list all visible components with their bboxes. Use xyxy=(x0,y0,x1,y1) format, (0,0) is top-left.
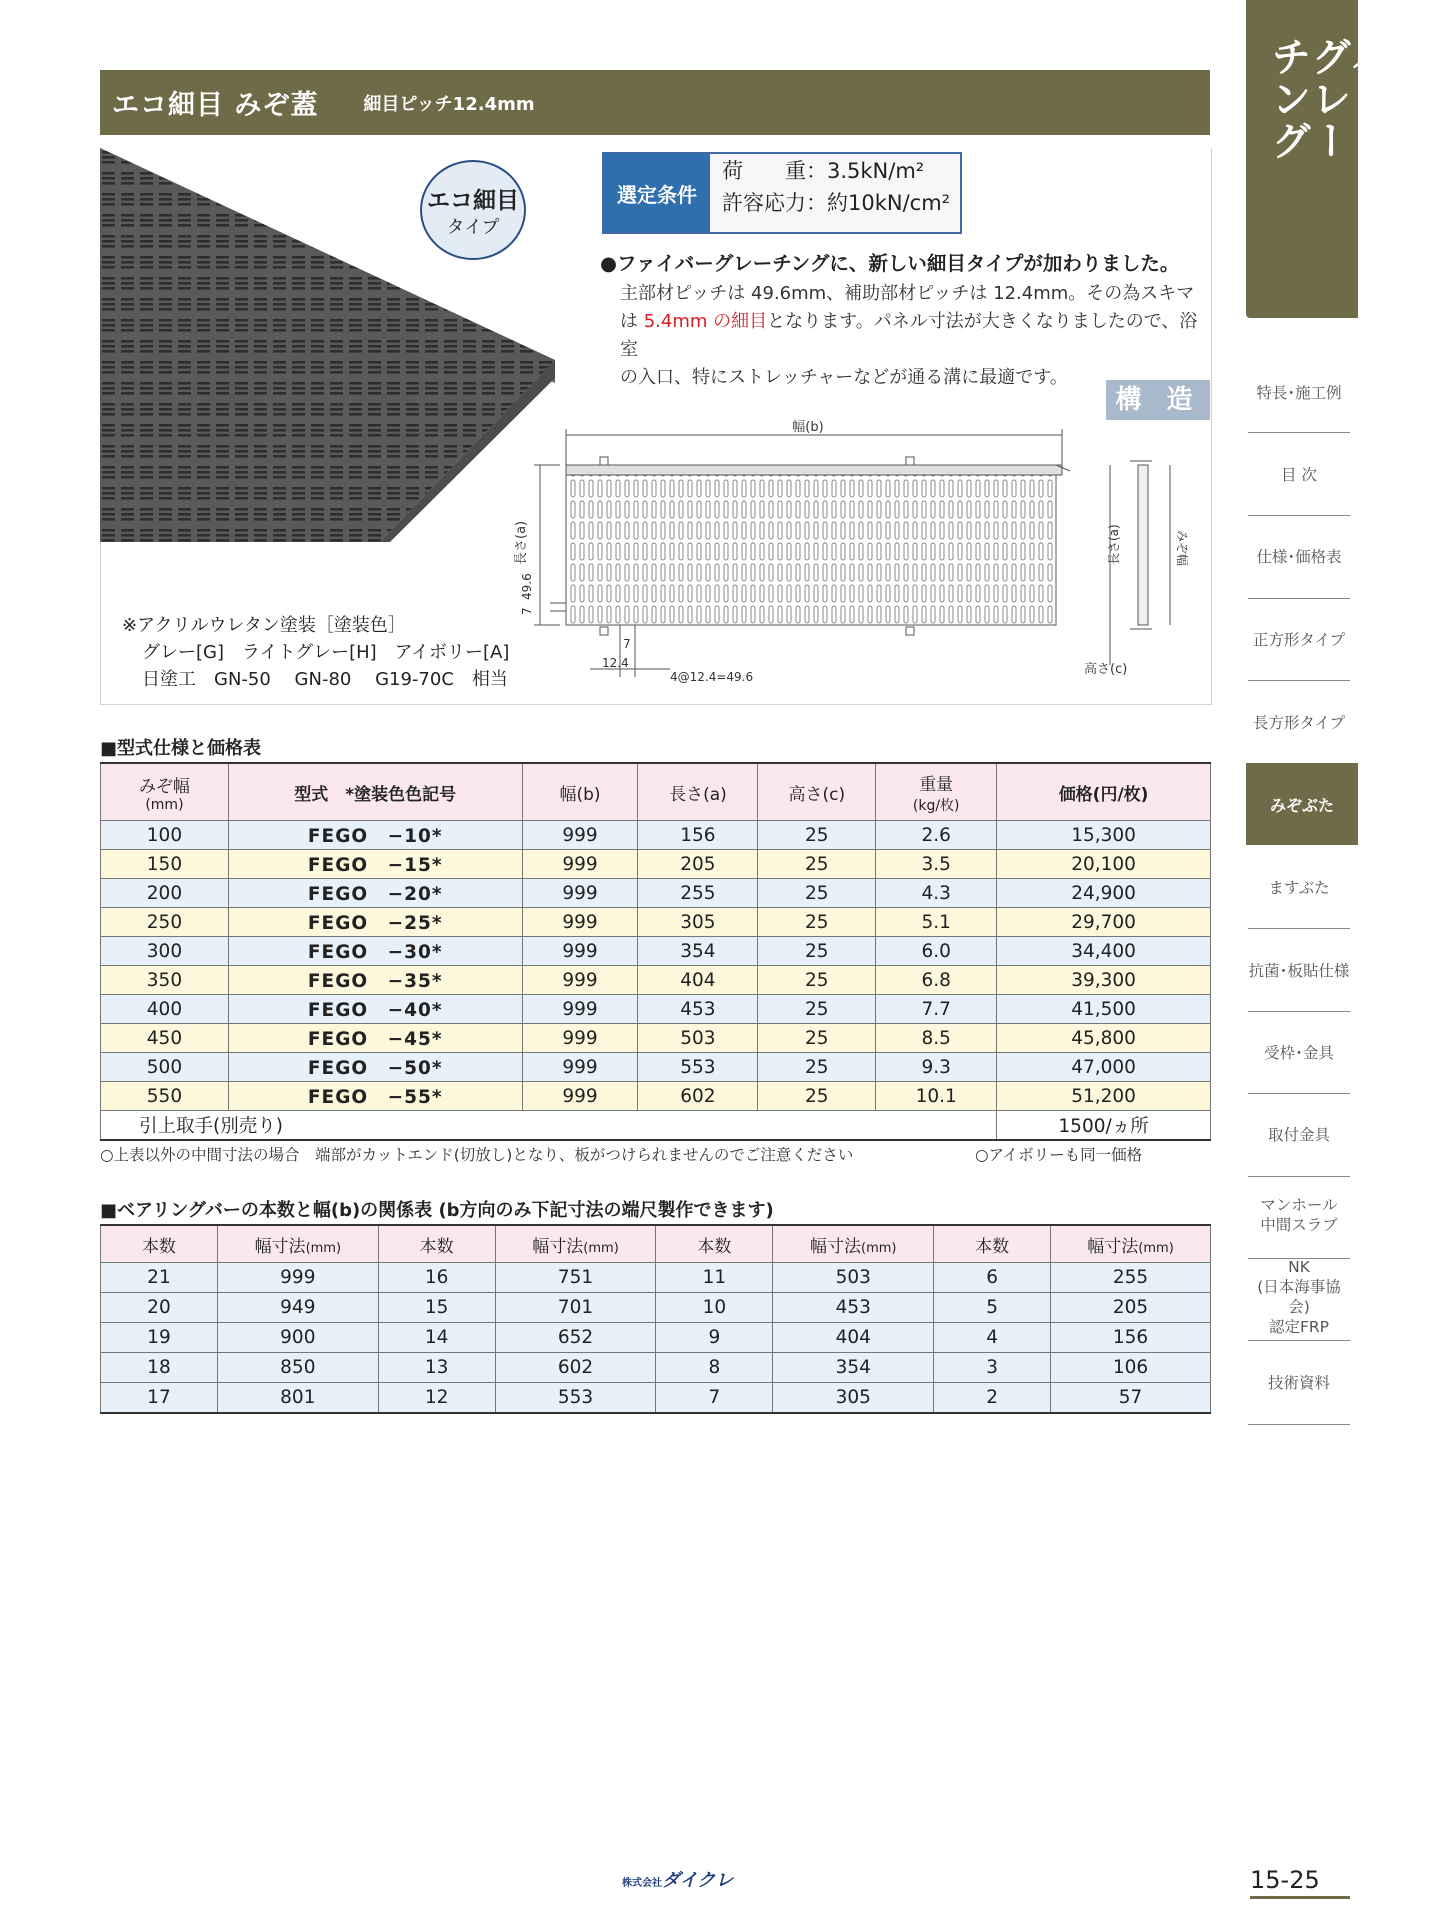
table-cell: 25 xyxy=(758,937,876,966)
col-model: 型式 *塗装色色記号 xyxy=(228,763,522,821)
section-header xyxy=(100,70,1210,135)
nav-item-antibacterial[interactable]: 抗菌･板貼仕様 xyxy=(1248,961,1350,980)
table-cell: 205 xyxy=(1051,1293,1211,1323)
table-cell: 255 xyxy=(1051,1263,1211,1293)
table-cell: 7 xyxy=(656,1383,773,1414)
nav-item-pit-cover[interactable]: ますぶた xyxy=(1268,878,1330,897)
table-cell: 305 xyxy=(638,908,758,937)
table-row xyxy=(101,966,1211,995)
table-cell: 850 xyxy=(217,1353,378,1383)
table-cell: 2.6 xyxy=(876,821,997,850)
col-count: 本数 xyxy=(656,1225,773,1263)
nav-item-fittings[interactable]: 取付金具 xyxy=(1267,1125,1330,1144)
table-cell: 999 xyxy=(522,1024,638,1053)
table-cell: 999 xyxy=(522,1082,638,1111)
conditions-values xyxy=(710,154,960,232)
col-width-size: 幅寸法(mm) xyxy=(1051,1225,1211,1263)
table-cell: 354 xyxy=(638,937,758,966)
col-length: 長さ(a) xyxy=(638,763,758,821)
table-cell: 999 xyxy=(522,995,638,1024)
structure-drawing xyxy=(470,415,1205,695)
table-cell: 801 xyxy=(217,1383,378,1414)
table-cell: 400 xyxy=(101,995,229,1024)
table-cell: 150 xyxy=(101,850,229,879)
table-cell: 999 xyxy=(522,908,638,937)
gap-highlight: 5.4mm の細目 xyxy=(643,310,768,332)
table-cell: 4.3 xyxy=(876,879,997,908)
table-cell: FEGO −15* xyxy=(228,850,522,879)
table-cell: 41,500 xyxy=(997,995,1211,1024)
table-cell: 5.1 xyxy=(876,908,997,937)
table-cell: 300 xyxy=(101,937,229,966)
table-cell: 8 xyxy=(656,1353,773,1383)
table-row xyxy=(101,937,1211,966)
dim-7-horizontal: 7 xyxy=(623,637,631,651)
table-cell: 106 xyxy=(1051,1353,1211,1383)
description-text: 主部材ピッチは 49.6mm、補助部材ピッチは 12.4mm。その為スキマ は 5.4mm の細目となります。パネル寸法が大きくなりましたので、浴室 の入口、特にストレッチャーなどが通る溝に最適です。 xyxy=(620,283,1198,388)
page-subtitle: 細目ピッチ12.4mm xyxy=(363,93,535,115)
table-cell: FEGO −50* xyxy=(228,1053,522,1082)
handle-price: 1500/ヵ所 xyxy=(997,1111,1211,1141)
table-cell: 14 xyxy=(378,1323,495,1353)
table-cell: 18 xyxy=(101,1353,218,1383)
pitch-label: 4@12.4=49.6 xyxy=(670,670,754,684)
nav-divider xyxy=(1248,1424,1350,1425)
nav-item-nk[interactable]: NK (日本海事協会) 認定FRP xyxy=(1257,1257,1341,1337)
table-cell: 25 xyxy=(758,821,876,850)
nav-item-rectangle[interactable]: 長方形タイプ xyxy=(1252,713,1346,732)
table-cell: 34,400 xyxy=(997,937,1211,966)
dim-49-6: 49.6 xyxy=(520,573,534,600)
table-row xyxy=(101,1082,1211,1111)
table-cell: 949 xyxy=(217,1293,378,1323)
page-number: 15-25 xyxy=(1250,1866,1320,1894)
table-cell: 453 xyxy=(773,1293,934,1323)
table-cell: 602 xyxy=(638,1082,758,1111)
col-price: 価格(円/枚) xyxy=(997,763,1211,821)
table-cell: 999 xyxy=(522,821,638,850)
table-cell: 25 xyxy=(758,879,876,908)
table-row xyxy=(101,1353,1211,1383)
table-cell: 553 xyxy=(495,1383,656,1414)
badge-subtitle: タイプ xyxy=(446,217,500,238)
table-cell: 20,100 xyxy=(997,850,1211,879)
table-cell: 4 xyxy=(934,1323,1051,1353)
table-cell: 453 xyxy=(638,995,758,1024)
table-cell: 25 xyxy=(758,1024,876,1053)
description-heading: ●ファイバーグレーチングに、新しい細目タイプが加わりました。 xyxy=(600,252,1180,275)
table-cell: 21 xyxy=(101,1263,218,1293)
table-cell: 6.8 xyxy=(876,966,997,995)
table-cell: 350 xyxy=(101,966,229,995)
nav-divider xyxy=(1248,928,1350,929)
table-cell: 999 xyxy=(522,966,638,995)
nav-item-technical[interactable]: 技術資料 xyxy=(1267,1373,1330,1392)
table-cell: 999 xyxy=(522,879,638,908)
table-cell: 19 xyxy=(101,1323,218,1353)
nav-divider xyxy=(1248,598,1350,599)
table-row xyxy=(101,879,1211,908)
table-cell: 15,300 xyxy=(997,821,1211,850)
table-cell: 100 xyxy=(101,821,229,850)
groove-width-label: みぞ幅 xyxy=(1175,530,1189,567)
table-cell: 25 xyxy=(758,1082,876,1111)
col-width: 幅(b) xyxy=(522,763,638,821)
length-label: 長さ(a) xyxy=(514,520,529,565)
table-cell: 25 xyxy=(758,1053,876,1082)
company-logo: 株式会社ダイクレ xyxy=(622,1870,734,1891)
table-row xyxy=(101,1024,1211,1053)
table-cell: 652 xyxy=(495,1323,656,1353)
table-cell: 7.7 xyxy=(876,995,997,1024)
table-cell: 25 xyxy=(758,995,876,1024)
table-cell: 999 xyxy=(522,1053,638,1082)
table-cell: 57 xyxy=(1051,1383,1211,1414)
table-cell: 404 xyxy=(638,966,758,995)
height-label: 高さ(c) xyxy=(1084,662,1128,677)
nav-item-frame[interactable]: 受枠･金具 xyxy=(1264,1043,1334,1062)
table-cell: 404 xyxy=(773,1323,934,1353)
table-cell: 8.5 xyxy=(876,1024,997,1053)
side-length-label: 長さ(a) xyxy=(1107,524,1121,565)
table-cell: FEGO −45* xyxy=(228,1024,522,1053)
bearing-bar-table xyxy=(100,1224,1211,1414)
category-tab-title: ファイ バー グレー チング xyxy=(1265,36,1431,162)
stress-value: 許容応力：約10kN/cm² xyxy=(722,190,951,215)
nav-divider xyxy=(1248,1176,1350,1177)
col-groove-width: みぞ幅 (mm) xyxy=(101,763,229,821)
nav-divider xyxy=(1248,1093,1350,1094)
conditions-label: 選定条件 xyxy=(604,154,710,232)
handle-row xyxy=(101,1111,1211,1141)
table-cell: 751 xyxy=(495,1263,656,1293)
table-cell: 205 xyxy=(638,850,758,879)
table-cell: 305 xyxy=(773,1383,934,1414)
handle-label: 引上取手(別売り) xyxy=(101,1111,997,1141)
col-height: 高さ(c) xyxy=(758,763,876,821)
table-cell: 999 xyxy=(217,1263,378,1293)
table-row xyxy=(101,850,1211,879)
structure-label: 構 造 xyxy=(1106,380,1210,420)
nav-item-manhole[interactable]: マンホール 中間スラブ xyxy=(1260,1195,1338,1234)
table-cell: 51,200 xyxy=(997,1082,1211,1111)
table-cell: 553 xyxy=(638,1053,758,1082)
table-cell: 503 xyxy=(773,1263,934,1293)
spec-table-title: ■型式仕様と価格表 xyxy=(100,738,262,759)
page-number-underline xyxy=(1250,1896,1350,1899)
table-cell: 6.0 xyxy=(876,937,997,966)
table-cell: 45,800 xyxy=(997,1024,1211,1053)
table-cell: 25 xyxy=(758,966,876,995)
table-cell: 250 xyxy=(101,908,229,937)
table-cell: 9 xyxy=(656,1323,773,1353)
table-cell: FEGO −35* xyxy=(228,966,522,995)
eco-type-badge xyxy=(420,160,526,260)
nav-item-groove-cover[interactable]: みぞぶた xyxy=(1246,763,1358,845)
table-header-row xyxy=(101,763,1211,821)
table-footnote: ○上表以外の中間寸法の場合 端部がカットエンド(切放し)となり、板がつけられませんのでご注意ください xyxy=(100,1146,854,1164)
col-width-size: 幅寸法(mm) xyxy=(495,1225,656,1263)
table-cell: 701 xyxy=(495,1293,656,1323)
col-width-size: 幅寸法(mm) xyxy=(773,1225,934,1263)
table-cell: 10 xyxy=(656,1293,773,1323)
nav-divider xyxy=(1248,680,1350,681)
table-cell: 12 xyxy=(378,1383,495,1414)
table-cell: 20 xyxy=(101,1293,218,1323)
table-cell: 24,900 xyxy=(997,879,1211,908)
width-label: 幅(b) xyxy=(792,420,824,435)
nav-divider xyxy=(1248,1340,1350,1341)
table-row xyxy=(101,1293,1211,1323)
table-cell: FEGO −30* xyxy=(228,937,522,966)
table-row xyxy=(101,1383,1211,1414)
nav-divider xyxy=(1248,432,1350,433)
table-cell: FEGO −25* xyxy=(228,908,522,937)
table-cell: 200 xyxy=(101,879,229,908)
col-count: 本数 xyxy=(101,1225,218,1263)
table-row xyxy=(101,821,1211,850)
col-count: 本数 xyxy=(378,1225,495,1263)
dim-12-4: 12.4 xyxy=(602,656,629,670)
table-cell: 354 xyxy=(773,1353,934,1383)
paint-note: ※アクリルウレタン塗装［塗装色］ グレー[G] ライトグレー[H] アイボリー[A] 日塗工 GN-50 GN-80 G19-70C 相当 xyxy=(122,615,510,690)
table-cell: 17 xyxy=(101,1383,218,1414)
nav-item-spec-price[interactable]: 仕様･価格表 xyxy=(1256,547,1342,566)
table-cell: 25 xyxy=(758,908,876,937)
table-header-row xyxy=(101,1225,1211,1263)
table-cell: 999 xyxy=(522,850,638,879)
nav-item-features[interactable]: 特長･施工例 xyxy=(1256,383,1342,402)
table-cell: 602 xyxy=(495,1353,656,1383)
table-cell: 3.5 xyxy=(876,850,997,879)
table-cell: 550 xyxy=(101,1082,229,1111)
table-cell: 25 xyxy=(758,850,876,879)
table-cell: 450 xyxy=(101,1024,229,1053)
table-cell: 900 xyxy=(217,1323,378,1353)
col-width-size: 幅寸法(mm) xyxy=(217,1225,378,1263)
table-cell: 9.3 xyxy=(876,1053,997,1082)
table-row xyxy=(101,1053,1211,1082)
table-row xyxy=(101,1263,1211,1293)
table-cell: 500 xyxy=(101,1053,229,1082)
table-cell: FEGO −55* xyxy=(228,1082,522,1111)
table-cell: FEGO −40* xyxy=(228,995,522,1024)
table-cell: FEGO −10* xyxy=(228,821,522,850)
nav-divider xyxy=(1248,515,1350,516)
ivory-note: ○アイボリーも同一価格 xyxy=(975,1146,1143,1164)
table-cell: 2 xyxy=(934,1383,1051,1414)
bearing-table-title: ■ベアリングバーの本数と幅(b)の関係表 (b方向のみ下記寸法の端尺製作できます) xyxy=(100,1200,774,1221)
category-tab[interactable] xyxy=(1246,0,1431,318)
table-cell: 255 xyxy=(638,879,758,908)
col-count: 本数 xyxy=(934,1225,1051,1263)
nav-divider xyxy=(1248,1011,1350,1012)
col-weight: 重量 (kg/枚) xyxy=(876,763,997,821)
nav-item-contents[interactable]: 目 次 xyxy=(1281,465,1317,484)
table-cell: 156 xyxy=(638,821,758,850)
table-cell: 15 xyxy=(378,1293,495,1323)
nav-item-square[interactable]: 正方形タイプ xyxy=(1252,630,1346,649)
table-cell: 39,300 xyxy=(997,966,1211,995)
table-cell: 29,700 xyxy=(997,908,1211,937)
table-cell: 3 xyxy=(934,1353,1051,1383)
spec-price-table xyxy=(100,762,1211,1141)
page-title: エコ細目 みぞ蓋 xyxy=(112,90,319,121)
table-cell: FEGO −20* xyxy=(228,879,522,908)
table-cell: 10.1 xyxy=(876,1082,997,1111)
load-value: 荷 重：3.5kN/m² xyxy=(722,159,925,183)
table-cell: 503 xyxy=(638,1024,758,1053)
selection-conditions xyxy=(602,152,962,234)
table-cell: 16 xyxy=(378,1263,495,1293)
table-row xyxy=(101,995,1211,1024)
table-cell: 47,000 xyxy=(997,1053,1211,1082)
table-cell: 999 xyxy=(522,937,638,966)
table-row xyxy=(101,1323,1211,1353)
dim-7-vertical: 7 xyxy=(520,607,534,615)
table-row xyxy=(101,908,1211,937)
table-cell: 11 xyxy=(656,1263,773,1293)
table-cell: 5 xyxy=(934,1293,1051,1323)
table-cell: 6 xyxy=(934,1263,1051,1293)
table-cell: 13 xyxy=(378,1353,495,1383)
table-cell: 156 xyxy=(1051,1323,1211,1353)
badge-title: エコ細目 xyxy=(427,188,519,214)
